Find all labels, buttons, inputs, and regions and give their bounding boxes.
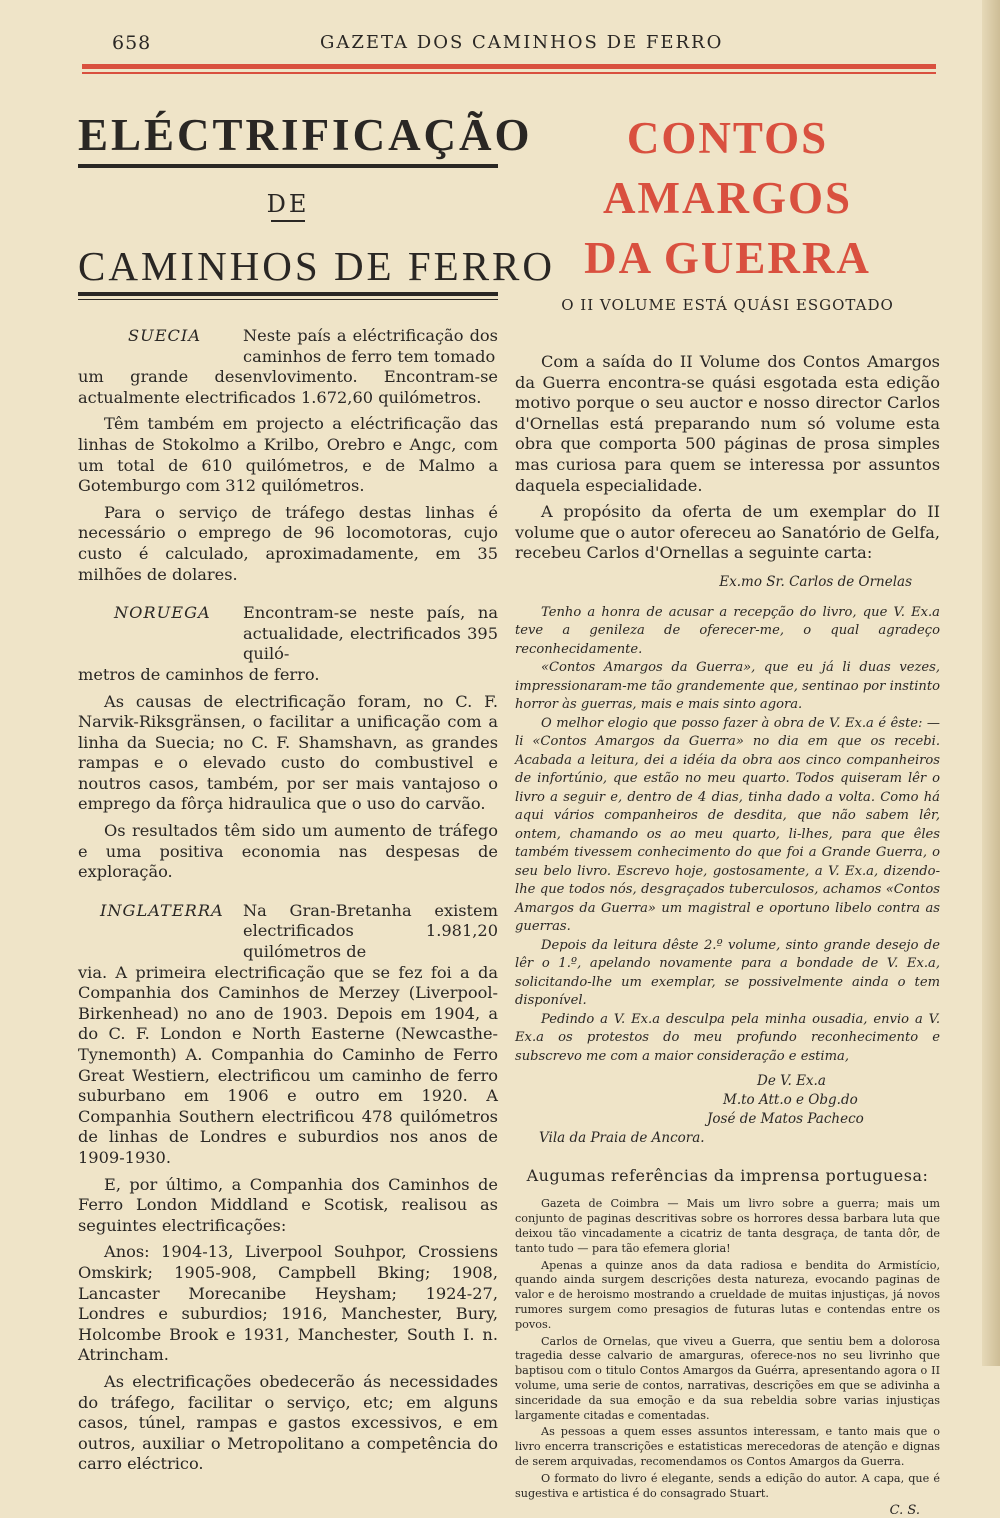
section-lead: Na Gran-Bretanha existem electrificados 1.981,20 quilómetros de — [243, 900, 498, 962]
paragraph: Para o serviço de tráfego destas linhas é necessário o emprego de 96 locomotoras, cujo custo é calculado, aproximadamente, em 35 milhões de dolares. — [78, 502, 498, 584]
letter-signature — [515, 1072, 940, 1148]
article-body — [78, 326, 498, 1475]
paragraph: E, por último, a Companhia dos Caminhos de Ferro London Middland e Scotisk, realisou as seguintes electrificações: — [78, 1174, 498, 1235]
press-references — [515, 1197, 940, 1501]
letter-paragraph: O melhor elogio que posso fazer à obra de V. Ex.a é êste: — li «Contos Amargos da Guerra» no dia em que os recebi. Acabada a leitura, dei a idéia da obra aos cinco companheiros de infortúnio, que estão no meu quarto. Todos quiseram lêr o livro a seguir e, dentro de 4 dias, tinha dado a volta. Como há aqui vários companheiros de desdita, que não sabem lêr, ontem, chamando os ao meu quarto, li-lhes, para que êles também tivessem conhecimento do que foi a Grande Guerra, o seu belo livro. Escrevo hoje, gostosamente, a V. Ex.a, dizendo-lhe que todos nós, desgraçados tuberculosos, achamos «Contos Amargos da Guerra» um magistral e oportuno libelo contra as guerras. — [515, 715, 940, 935]
left-column — [78, 108, 555, 1481]
title-rule — [78, 164, 498, 168]
paragraph: As causas de electrificação foram, no C. F. Narvik-Riksgränsen, o facilitar a unificação com a linha da Suecia; no C. F. Shamshavn, as grandes rampas e o elevado custo do combustivel e noutros casos, também, por ser mais vantajoso o emprego da fôrça hidraulica que o uso do carvão. — [78, 691, 498, 814]
article-title-contos: CONTOS AMARGOS — [603, 113, 852, 223]
letter-addressee: Ex.mo Sr. Carlos de Ornelas — [719, 573, 912, 590]
letter-body — [515, 604, 940, 1067]
paragraph: As electrificações obedecerão ás necessidades do tráfego, facilitar o serviço, etc; em alguns casos, túnel, rampas e gastos excessivos, e em outros, auxiliar o Metropolitano a competência do carro eléctrico. — [78, 1371, 498, 1474]
de-underline — [271, 220, 305, 222]
section-heading: INGLATERRA — [100, 900, 224, 920]
page-header — [0, 28, 1000, 58]
press-paragraph: Apenas a quinze anos da data radiosa e bendita do Armistício, quando ainda surgem descrições desta natureza, evocando paginas de valor e de heroismo mostrando a crueldade de muitas injustiças, já novos rumores surgem como presagios de futuras lutas e contendas entre os povos. — [515, 1258, 940, 1331]
section-inglaterra — [78, 901, 498, 1475]
section-lead: Encontram-se neste país, na actualidade, electrificados 395 quiló- — [243, 603, 498, 664]
running-title: GAZETA DOS CAMINHOS DE FERRO — [320, 32, 724, 53]
signature-line: De V. Ex.a — [757, 1073, 826, 1090]
title-de: DE — [266, 190, 310, 218]
press-paragraph: O formato do livro é elegante, sends a edição do autor. A capa, que é sugestiva e artistica é do consagrado Stuart. — [515, 1471, 940, 1500]
signature-line: M.to Att.o e Obg.do — [723, 1092, 858, 1109]
article-title-guerra: DA GUERRA — [584, 233, 871, 283]
paragraph: Os resultados têm sido um aumento de tráfego e uma positiva economia nas despesas de exploração. — [78, 821, 498, 882]
signature-place: Vila da Praia de Ancora. — [539, 1130, 705, 1147]
press-paragraph: As pessoas a quem esses assuntos interessam, e tanto mais que o livro encerra transcrições e estatisticas merecedoras de atenção e dignas de serem arquivadas, recomendamos os Contos Amargos da Guerra. — [515, 1425, 940, 1468]
press-references-heading: Augumas referências da imprensa portuguesa: — [526, 1166, 929, 1186]
page-number: 658 — [112, 32, 152, 54]
letter-paragraph: Pedindo a V. Ex.a desculpa pela minha ousadia, envio a V. Ex.a os protestos do meu profundo reconhecimento e subscrevo me com a maior consideração e estima, — [515, 1011, 940, 1064]
section-suecia — [78, 326, 498, 585]
letter-paragraph: Depois da leitura dêste 2.º volume, sinto grande desejo de lêr o 1.º, apelando novamente para a bondade de V. Ex.a, solicitando-lhe um exemplar, se possivelmente ainda o tem disponível. — [515, 937, 940, 1009]
paragraph: via. A primeira electrificação que se fez foi a da Companhia dos Caminhos de Merzey (Liverpool-Birkenhead) no ano de 1903. Depois em 1904, a do C. F. London e North Easterne (Newcasthe-Tynemonth) A. Companhia do Caminho de Ferro Great Westiern, electrificou um caminho de ferro suburbano em 1906 e outro em 1920. A Companhia Southern electrificou 478 quilómetros de linhas de Londres e suburdios nos anos de 1909-1930. — [78, 962, 498, 1167]
paragraph: Têm também em projecto a eléctrificação das linhas de Stokolmo a Krilbo, Orebro e Angc, com um total de 610 quilómetros, e de Malmo a Gotemburgo com 312 quilómetros. — [78, 414, 498, 496]
paragraph: A propósito da oferta de um exemplar do II volume que o autor ofereceu ao Sanatório de Gelfa, recebeu Carlos d'Ornellas a seguinte carta: — [515, 502, 940, 563]
section-noruega — [78, 603, 498, 883]
article-title-caminhos: CAMINHOS DE FERRO — [78, 243, 555, 289]
right-column — [515, 108, 940, 1518]
article-title-electrificacao: ELÉCTRIFICAÇÃO — [78, 110, 533, 160]
signature-name: José de Matos Pacheco — [707, 1111, 864, 1128]
letter-paragraph: Tenho a honra de acusar a recepção do livro, que V. Ex.a teve a genileza de oferecer-me, o qual agradeço reconhecidamente. — [515, 604, 940, 657]
article-body-right — [515, 352, 940, 564]
article-subtitle: O II VOLUME ESTÁ QUÁSI ESGOTADO — [561, 296, 894, 314]
author-initials: C. S. — [889, 1503, 920, 1518]
header-rule-thin — [82, 72, 936, 74]
page-edge-shadow — [982, 0, 1000, 1366]
title-rule-2 — [78, 292, 498, 296]
section-heading: SUECIA — [128, 326, 202, 345]
section-heading: NORUEGA — [114, 603, 211, 623]
title-rule-3 — [78, 299, 498, 300]
press-paragraph: Carlos de Ornelas, que viveu a Guerra, que sentiu bem a dolorosa tragedia desse calvario de amarguras, oferece-nos no seu livrinho que baptisou com o titulo Contos Amargos da Guérra, apresentando agora o II volume, uma serie de contos, narrativas, descrições em que se adivinha a sinceridade da sua emoção e da sua rebeldia sobre varias injustiças largamente citadas e comentadas. — [515, 1334, 940, 1422]
paragraph: metros de caminhos de ferro. — [78, 664, 320, 684]
paragraph: um grande desenvlovimento. Encontram-se actualmente electrificados 1.672,60 quilómetros. — [78, 367, 498, 407]
header-rule — [82, 64, 936, 69]
press-paragraph: Gazeta de Coimbra — Mais um livro sobre a guerra; mais um conjunto de paginas descritivas sobre os horrores dessa barbara luta que deixou tão vincadamente a cicatriz de tanta desgraça, de tanta dôr, de tanto tudo — para tão efemera gloria! — [515, 1197, 940, 1255]
paragraph: Anos: 1904-13, Liverpool Souhpor, Crossiens Omskirk; 1905-908, Campbell Bking; 1908, Lancaster Morecanibe Heysham; 1924-27, Londres e suburdios; 1916, Manchester, Bury, Holcombe Brook e 1931, Manchester, South I. n. Atrincham. — [78, 1242, 498, 1365]
section-lead: Neste país a eléctrificação dos caminhos de ferro tem tomado — [243, 326, 498, 366]
paragraph: Com a saída do II Volume dos Contos Amargos da Guerra encontra-se quási esgotada esta edição motivo porque o seu auctor e nosso director Carlos d'Ornellas está preparando num só volume esta obra que comporta 500 páginas de prosa simples mas curiosa para quem se interessa por assuntos daquela especialidade. — [515, 352, 940, 495]
letter-paragraph: «Contos Amargos da Guerra», que eu já li duas vezes, impressionaram-me tão grandemente que, sentinao por instinto horror às guerras, mais e mais sinto agora. — [515, 660, 940, 713]
